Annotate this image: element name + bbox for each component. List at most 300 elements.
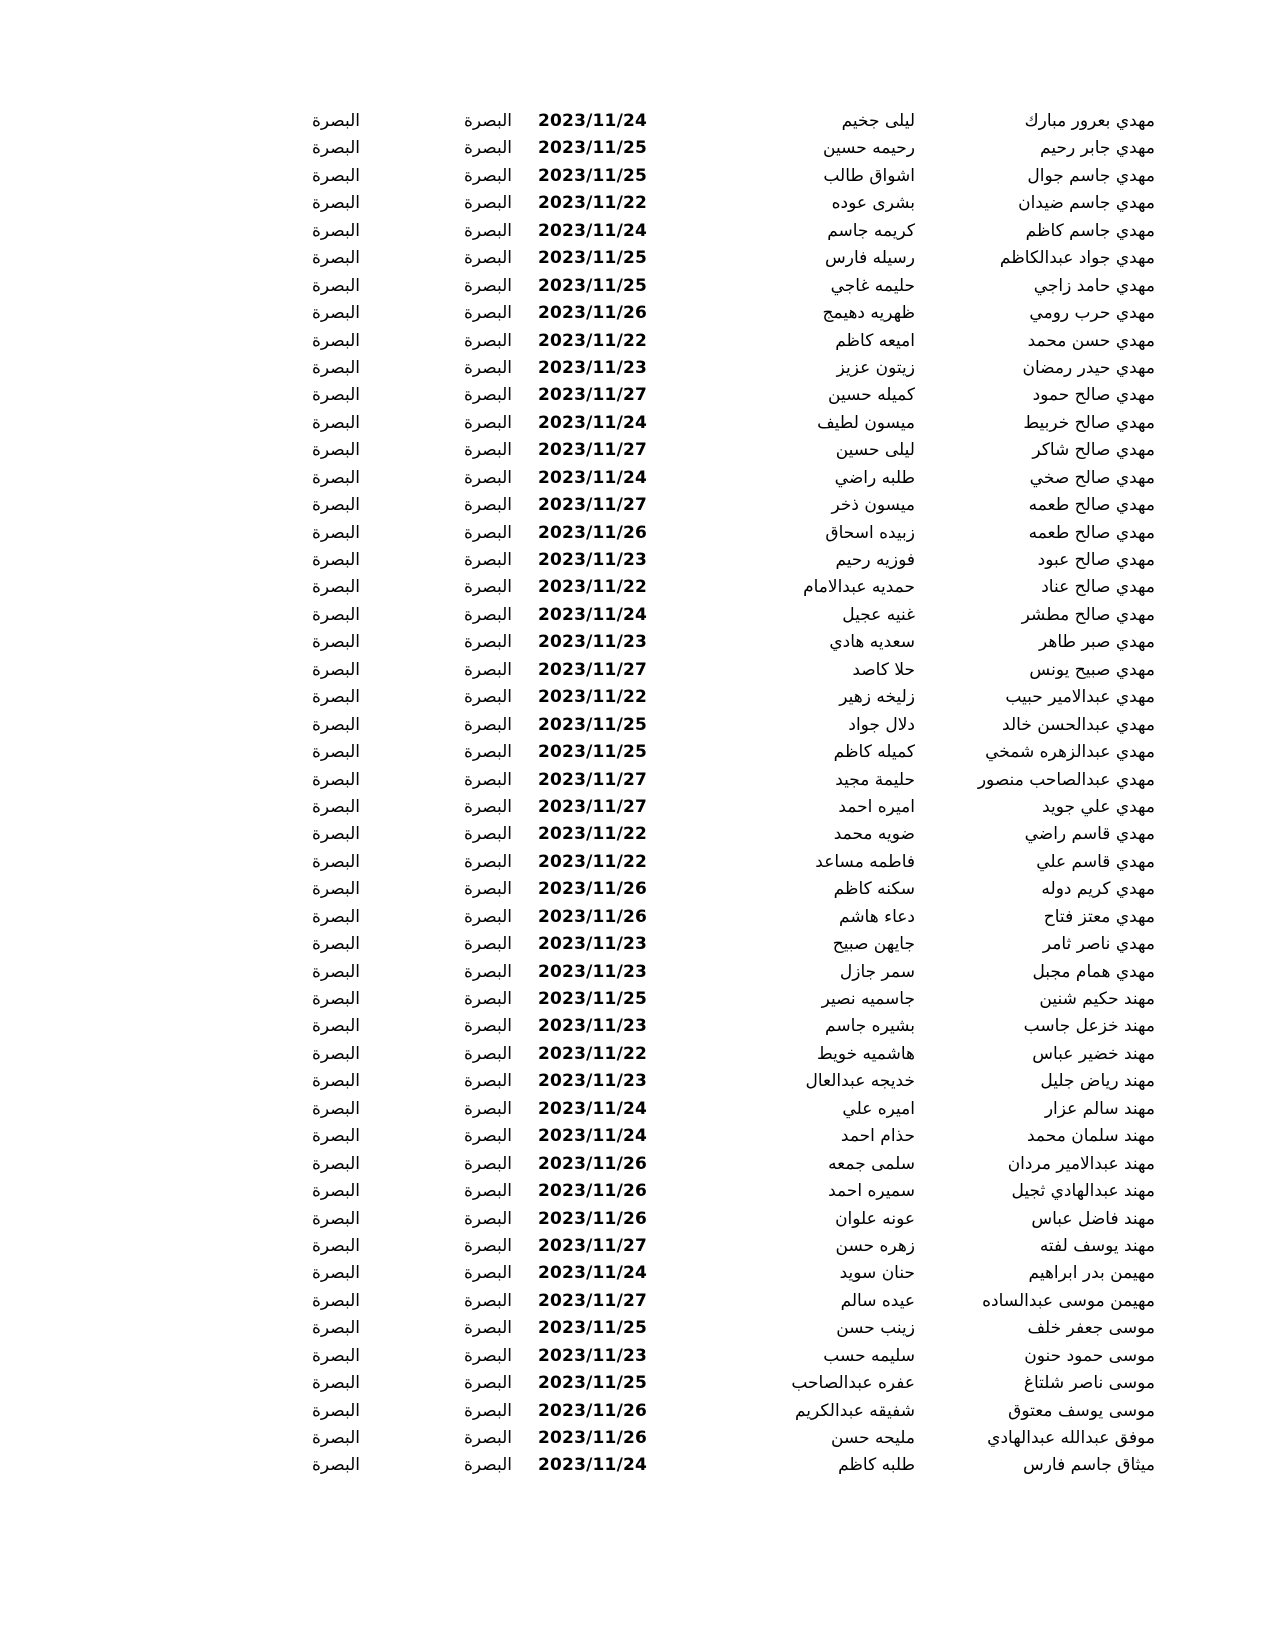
table-row — [0, 906, 1275, 936]
city-cell: البصرة — [463, 851, 512, 872]
province-cell: البصرة — [311, 632, 360, 653]
mother-name-cell: اميره احمد — [838, 796, 915, 817]
person-name-cell: مهدي قاسم علي — [1036, 851, 1155, 872]
person-name-cell: موفق عبدالله عبدالهادي — [987, 1428, 1155, 1448]
city-cell: البصرة — [463, 357, 512, 378]
person-name-cell: مهدي صالح طعمه — [1028, 522, 1155, 543]
mother-name-cell: حذام احمد — [840, 1126, 915, 1147]
city-cell: البصرة — [463, 769, 512, 790]
province-cell: البصرة — [311, 851, 360, 872]
mother-name-cell: زبيده اسحاق — [825, 522, 915, 543]
person-name-cell: مهند خزعل جاسب — [1023, 1016, 1155, 1037]
city-cell: البصرة — [463, 906, 512, 927]
city-cell: البصرة — [463, 1235, 512, 1256]
table-row — [0, 769, 1275, 799]
table-row — [0, 250, 1275, 277]
records-table — [0, 113, 1275, 1485]
table-row — [0, 1430, 1275, 1457]
mother-name-cell: اميعه كاظم — [835, 330, 915, 351]
date-cell: 2023/11/27 — [538, 1290, 648, 1311]
mother-name-cell: فوزيه رحيم — [835, 550, 915, 570]
table-row — [0, 467, 1275, 497]
table-row — [0, 195, 1275, 222]
table-row — [0, 220, 1275, 250]
city-cell: البصرة — [463, 577, 512, 598]
province-cell: البصرة — [311, 275, 360, 296]
date-cell: 2023/11/22 — [538, 577, 648, 598]
table-row — [0, 1265, 1275, 1292]
date-cell: 2023/11/23 — [538, 1016, 648, 1037]
table-row — [0, 275, 1275, 305]
date-cell: 2023/11/24 — [538, 412, 648, 433]
table-row — [0, 1235, 1275, 1265]
date-cell: 2023/11/26 — [538, 879, 648, 900]
province-cell: البصرة — [311, 1373, 360, 1394]
city-cell: البصرة — [463, 1455, 512, 1476]
city-cell: البصرة — [463, 412, 512, 433]
table-row — [0, 714, 1275, 744]
table-row — [0, 1290, 1275, 1320]
mother-name-cell: حليمه غاجي — [830, 275, 915, 296]
table-row — [0, 1375, 1275, 1402]
date-cell: 2023/11/26 — [538, 1181, 648, 1202]
city-cell: البصرة — [463, 1428, 512, 1448]
city-cell: البصرة — [463, 1318, 512, 1339]
table-row — [0, 552, 1275, 579]
person-name-cell: مهدي حرب رومي — [1029, 303, 1155, 324]
city-cell: البصرة — [463, 522, 512, 543]
mother-name-cell: ميسون ذخر — [831, 495, 915, 516]
mother-name-cell: اميره علي — [842, 1098, 915, 1119]
table-row — [0, 330, 1275, 360]
mother-name-cell: حلا كاصد — [852, 659, 915, 680]
city-cell: البصرة — [463, 1043, 512, 1064]
city-cell: البصرة — [463, 330, 512, 351]
city-cell: البصرة — [463, 824, 512, 845]
date-cell: 2023/11/24 — [538, 1263, 648, 1284]
city-cell: البصرة — [463, 604, 512, 625]
date-cell: 2023/11/27 — [538, 659, 648, 680]
province-cell: البصرة — [311, 440, 360, 461]
date-cell: 2023/11/26 — [538, 303, 648, 324]
person-name-cell: مهدي علي جويد — [1042, 796, 1155, 817]
province-cell: البصرة — [311, 1126, 360, 1147]
province-cell: البصرة — [311, 1290, 360, 1311]
table-row — [0, 1320, 1275, 1347]
date-cell: 2023/11/25 — [538, 165, 648, 186]
person-name-cell: مهند يوسف لفته — [1039, 1235, 1155, 1256]
mother-name-cell: سكنه كاظم — [833, 879, 915, 900]
date-cell: 2023/11/24 — [538, 467, 648, 488]
city-cell: البصرة — [463, 138, 512, 159]
date-cell: 2023/11/23 — [538, 1345, 648, 1366]
mother-name-cell: ميسون لطيف — [817, 412, 915, 433]
table-row — [0, 744, 1275, 771]
province-cell: البصرة — [311, 248, 360, 269]
table-row — [0, 357, 1275, 387]
table-row — [0, 1098, 1275, 1128]
city-cell: البصرة — [463, 1208, 512, 1229]
person-name-cell: مهدي صالح حمود — [1032, 385, 1155, 406]
table-row — [0, 140, 1275, 167]
date-cell: 2023/11/26 — [538, 1428, 648, 1448]
table-row — [0, 1345, 1275, 1375]
city-cell: البصرة — [463, 303, 512, 324]
province-cell: البصرة — [311, 1098, 360, 1119]
table-row — [0, 579, 1275, 606]
person-name-cell: مهدي جواد عبدالكاظم — [999, 248, 1155, 269]
city-cell: البصرة — [463, 961, 512, 982]
province-cell: البصرة — [311, 165, 360, 186]
person-name-cell: موسى ناصر شلتاغ — [1023, 1373, 1155, 1394]
table-row — [0, 522, 1275, 552]
date-cell: 2023/11/24 — [538, 1126, 648, 1147]
person-name-cell: مهدي ناصر ثامر — [1042, 934, 1155, 955]
province-cell: البصرة — [311, 879, 360, 900]
person-name-cell: مهند عبدالامير مردان — [1007, 1153, 1155, 1174]
mother-name-cell: ضويه محمد — [833, 824, 915, 845]
city-cell: البصرة — [463, 111, 512, 131]
person-name-cell: ميثاق جاسم فارس — [1022, 1455, 1155, 1476]
date-cell: 2023/11/25 — [538, 714, 648, 735]
date-cell: 2023/11/24 — [538, 1098, 648, 1119]
date-cell: 2023/11/23 — [538, 357, 648, 378]
person-name-cell: مهدي صالح عبود — [1037, 550, 1155, 570]
city-cell: البصرة — [463, 165, 512, 186]
mother-name-cell: عفره عبدالصاحب — [791, 1373, 915, 1394]
date-cell: 2023/11/22 — [538, 687, 648, 708]
person-name-cell: مهند حكيم شنين — [1039, 989, 1155, 1009]
person-name-cell: مهدي حيدر رمضان — [1022, 357, 1155, 378]
city-cell: البصرة — [463, 1400, 512, 1421]
date-cell: 2023/11/24 — [538, 111, 648, 131]
province-cell: البصرة — [311, 1153, 360, 1174]
table-row — [0, 497, 1275, 524]
province-cell: البصرة — [311, 796, 360, 817]
mother-name-cell: رسيله فارس — [825, 248, 915, 269]
person-name-cell: مهيمن موسى عبدالساده — [982, 1290, 1155, 1311]
province-cell: البصرة — [311, 961, 360, 982]
province-cell: البصرة — [311, 220, 360, 241]
date-cell: 2023/11/27 — [538, 385, 648, 406]
mother-name-cell: هاشميه خويط — [816, 1043, 915, 1064]
mother-name-cell: حليمة مجيد — [835, 769, 915, 790]
person-name-cell: مهدي بعرور مبارك — [1024, 111, 1155, 131]
date-cell: 2023/11/26 — [538, 1153, 648, 1174]
province-cell: البصرة — [311, 742, 360, 763]
person-name-cell: مهيمن بدر ابراهيم — [1028, 1263, 1155, 1284]
date-cell: 2023/11/22 — [538, 1043, 648, 1064]
date-cell: 2023/11/24 — [538, 1455, 648, 1476]
province-cell: البصرة — [311, 769, 360, 790]
person-name-cell: مهدي صبيح يونس — [1029, 659, 1155, 680]
mother-name-cell: عيده سالم — [840, 1290, 915, 1311]
province-cell: البصرة — [311, 357, 360, 378]
table-row — [0, 1128, 1275, 1155]
person-name-cell: مهدي قاسم راضي — [1024, 824, 1155, 845]
person-name-cell: مهند سالم عزار — [1044, 1098, 1155, 1119]
mother-name-cell: زيتون عزيز — [836, 357, 915, 378]
province-cell: البصرة — [311, 1428, 360, 1448]
city-cell: البصرة — [463, 989, 512, 1009]
person-name-cell: مهدي عبدالزهره شمخي — [985, 742, 1155, 763]
person-name-cell: مهند فاضل عباس — [1031, 1208, 1155, 1229]
province-cell: البصرة — [311, 934, 360, 955]
province-cell: البصرة — [311, 604, 360, 625]
mother-name-cell: رحيمه حسين — [823, 138, 915, 159]
mother-name-cell: زينب حسن — [836, 1318, 915, 1339]
person-name-cell: مهدي صبر طاهر — [1039, 632, 1155, 653]
date-cell: 2023/11/23 — [538, 632, 648, 653]
city-cell: البصرة — [463, 220, 512, 241]
city-cell: البصرة — [463, 1153, 512, 1174]
city-cell: البصرة — [463, 742, 512, 763]
mother-name-cell: سميره احمد — [828, 1181, 915, 1202]
city-cell: البصرة — [463, 248, 512, 269]
table-row — [0, 826, 1275, 853]
table-row — [0, 881, 1275, 908]
province-cell: البصرة — [311, 303, 360, 324]
date-cell: 2023/11/25 — [538, 989, 648, 1009]
city-cell: البصرة — [463, 193, 512, 214]
person-name-cell: موسى يوسف معتوق — [1008, 1400, 1155, 1421]
person-name-cell: مهدي حامد زاجي — [1033, 275, 1155, 296]
city-cell: البصرة — [463, 659, 512, 680]
province-cell: البصرة — [311, 824, 360, 845]
table-row — [0, 1183, 1275, 1210]
date-cell: 2023/11/22 — [538, 193, 648, 214]
province-cell: البصرة — [311, 522, 360, 543]
city-cell: البصرة — [463, 1126, 512, 1147]
date-cell: 2023/11/25 — [538, 138, 648, 159]
date-cell: 2023/11/24 — [538, 220, 648, 241]
mother-name-cell: دعاء هاشم — [839, 906, 915, 927]
person-name-cell: مهدي عبدالصاحب منصور — [977, 769, 1155, 790]
city-cell: البصرة — [463, 1071, 512, 1092]
province-cell: البصرة — [311, 467, 360, 488]
province-cell: البصرة — [311, 1318, 360, 1339]
province-cell: البصرة — [311, 1455, 360, 1476]
person-name-cell: موسى جعفر خلف — [1027, 1318, 1155, 1339]
person-name-cell: مهند سلمان محمد — [1027, 1126, 1155, 1147]
person-name-cell: مهدي صالح عناد — [1041, 577, 1155, 598]
city-cell: البصرة — [463, 796, 512, 817]
date-cell: 2023/11/25 — [538, 1318, 648, 1339]
table-row — [0, 604, 1275, 634]
mother-name-cell: ليلى جخيم — [841, 111, 915, 131]
city-cell: البصرة — [463, 1016, 512, 1037]
person-name-cell: مهند عبدالهادي ثجيل — [1011, 1181, 1155, 1202]
province-cell: البصرة — [311, 1071, 360, 1092]
province-cell: البصرة — [311, 906, 360, 927]
date-cell: 2023/11/26 — [538, 522, 648, 543]
city-cell: البصرة — [463, 1098, 512, 1119]
date-cell: 2023/11/25 — [538, 742, 648, 763]
mother-name-cell: حمديه عبدالامام — [803, 577, 915, 598]
table-row — [0, 796, 1275, 826]
mother-name-cell: كميله كاظم — [833, 742, 915, 763]
mother-name-cell: طلبه كاظم — [838, 1455, 915, 1476]
mother-name-cell: سلمى جمعه — [828, 1153, 915, 1174]
table-row — [0, 1457, 1275, 1484]
city-cell: البصرة — [463, 714, 512, 735]
table-row — [0, 1073, 1275, 1100]
mother-name-cell: خديجه عبدالعال — [805, 1071, 915, 1092]
province-cell: البصرة — [311, 1043, 360, 1064]
date-cell: 2023/11/26 — [538, 1400, 648, 1421]
mother-name-cell: سعديه هادي — [829, 632, 915, 653]
table-row — [0, 1208, 1275, 1238]
mother-name-cell: كريمه جاسم — [827, 220, 915, 241]
province-cell: البصرة — [311, 659, 360, 680]
person-name-cell: مهدي عبدالامير حبيب — [1005, 687, 1155, 708]
mother-name-cell: سليمه حسب — [823, 1345, 915, 1366]
province-cell: البصرة — [311, 1345, 360, 1366]
date-cell: 2023/11/25 — [538, 248, 648, 269]
city-cell: البصرة — [463, 879, 512, 900]
province-cell: البصرة — [311, 1263, 360, 1284]
province-cell: البصرة — [311, 495, 360, 516]
table-row — [0, 634, 1275, 661]
person-name-cell: مهند خضير عباس — [1032, 1043, 1155, 1064]
date-cell: 2023/11/25 — [538, 275, 648, 296]
province-cell: البصرة — [311, 412, 360, 433]
table-row — [0, 991, 1275, 1018]
date-cell: 2023/11/22 — [538, 824, 648, 845]
person-name-cell: مهدي صالح شاكر — [1032, 440, 1155, 461]
person-name-cell: مهدي همام مجبل — [1032, 961, 1155, 982]
person-name-cell: مهدي صالح خربيط — [1023, 412, 1155, 433]
date-cell: 2023/11/25 — [538, 1373, 648, 1394]
table-row — [0, 1153, 1275, 1183]
mother-name-cell: سمر جازل — [839, 961, 915, 982]
province-cell: البصرة — [311, 193, 360, 214]
date-cell: 2023/11/27 — [538, 495, 648, 516]
province-cell: البصرة — [311, 111, 360, 131]
city-cell: البصرة — [463, 632, 512, 653]
table-row — [0, 961, 1275, 991]
mother-name-cell: طلبه راضي — [834, 467, 915, 488]
city-cell: البصرة — [463, 440, 512, 461]
city-cell: البصرة — [463, 1373, 512, 1394]
mother-name-cell: حنان سويد — [839, 1263, 915, 1284]
province-cell: البصرة — [311, 687, 360, 708]
date-cell: 2023/11/27 — [538, 769, 648, 790]
date-cell: 2023/11/27 — [538, 1235, 648, 1256]
mother-name-cell: عونه علوان — [835, 1208, 915, 1229]
person-name-cell: موسى حمود حنون — [1024, 1345, 1155, 1366]
city-cell: البصرة — [463, 385, 512, 406]
date-cell: 2023/11/23 — [538, 934, 648, 955]
person-name-cell: مهدي جاسم جوال — [1027, 165, 1155, 186]
province-cell: البصرة — [311, 989, 360, 1009]
date-cell: 2023/11/23 — [538, 1071, 648, 1092]
person-name-cell: مهدي عبدالحسن خالد — [1002, 714, 1155, 735]
table-row — [0, 936, 1275, 963]
date-cell: 2023/11/22 — [538, 851, 648, 872]
mother-name-cell: ليلى حسين — [835, 440, 915, 461]
date-cell: 2023/11/23 — [538, 961, 648, 982]
table-row — [0, 1400, 1275, 1430]
person-name-cell: مهدي جاسم كاظم — [1025, 220, 1155, 241]
province-cell: البصرة — [311, 1181, 360, 1202]
mother-name-cell: بشيره جاسم — [825, 1016, 915, 1037]
table-row — [0, 1043, 1275, 1073]
person-name-cell: مهدي معتز فتاح — [1043, 906, 1155, 927]
mother-name-cell: كميله حسين — [828, 385, 915, 406]
mother-name-cell: جاسميه نصير — [821, 989, 915, 1009]
province-cell: البصرة — [311, 1016, 360, 1037]
province-cell: البصرة — [311, 550, 360, 570]
mother-name-cell: دلال جواد — [848, 714, 915, 735]
mother-name-cell: غنيه عجيل — [842, 604, 915, 625]
province-cell: البصرة — [311, 714, 360, 735]
city-cell: البصرة — [463, 467, 512, 488]
person-name-cell: مهدي حسن محمد — [1027, 330, 1155, 351]
table-row — [0, 412, 1275, 442]
province-cell: البصرة — [311, 385, 360, 406]
province-cell: البصرة — [311, 330, 360, 351]
table-row — [0, 1018, 1275, 1045]
person-name-cell: مهدي جابر رحيم — [1040, 138, 1155, 159]
city-cell: البصرة — [463, 934, 512, 955]
person-name-cell: مهدي كريم دوله — [1041, 879, 1155, 900]
city-cell: البصرة — [463, 550, 512, 570]
table-row — [0, 689, 1275, 716]
date-cell: 2023/11/26 — [538, 906, 648, 927]
mother-name-cell: جايهن صبيح — [832, 934, 915, 955]
city-cell: البصرة — [463, 1290, 512, 1311]
table-row — [0, 442, 1275, 469]
date-cell: 2023/11/27 — [538, 440, 648, 461]
table-row — [0, 387, 1275, 414]
mother-name-cell: زليخه زهير — [839, 687, 915, 708]
date-cell: 2023/11/23 — [538, 550, 648, 570]
date-cell: 2023/11/26 — [538, 1208, 648, 1229]
date-cell: 2023/11/22 — [538, 330, 648, 351]
person-name-cell: مهدي صالح صخي — [1029, 467, 1155, 488]
person-name-cell: مهدي صالح مطشر — [1021, 604, 1155, 625]
date-cell: 2023/11/27 — [538, 796, 648, 817]
person-name-cell: مهدي صالح طعمه — [1028, 495, 1155, 516]
person-name-cell: مهدي جاسم ضيدان — [1018, 193, 1155, 214]
province-cell: البصرة — [311, 1400, 360, 1421]
table-row — [0, 165, 1275, 195]
table-row — [0, 851, 1275, 881]
city-cell: البصرة — [463, 275, 512, 296]
mother-name-cell: شفيقه عبدالكريم — [794, 1400, 915, 1421]
person-name-cell: مهند رياض جليل — [1040, 1071, 1155, 1092]
mother-name-cell: اشواق طالب — [823, 165, 915, 186]
city-cell: البصرة — [463, 495, 512, 516]
table-row — [0, 305, 1275, 332]
city-cell: البصرة — [463, 1345, 512, 1366]
date-cell: 2023/11/24 — [538, 604, 648, 625]
city-cell: البصرة — [463, 1263, 512, 1284]
city-cell: البصرة — [463, 687, 512, 708]
table-row — [0, 659, 1275, 689]
province-cell: البصرة — [311, 138, 360, 159]
mother-name-cell: بشرى عوده — [831, 193, 915, 214]
province-cell: البصرة — [311, 577, 360, 598]
mother-name-cell: ظهريه دهيمج — [822, 303, 915, 324]
mother-name-cell: زهره حسن — [835, 1235, 915, 1256]
city-cell: البصرة — [463, 1181, 512, 1202]
mother-name-cell: مليحه حسن — [831, 1428, 915, 1448]
province-cell: البصرة — [311, 1235, 360, 1256]
mother-name-cell: فاطمه مساعد — [815, 851, 915, 872]
province-cell: البصرة — [311, 1208, 360, 1229]
